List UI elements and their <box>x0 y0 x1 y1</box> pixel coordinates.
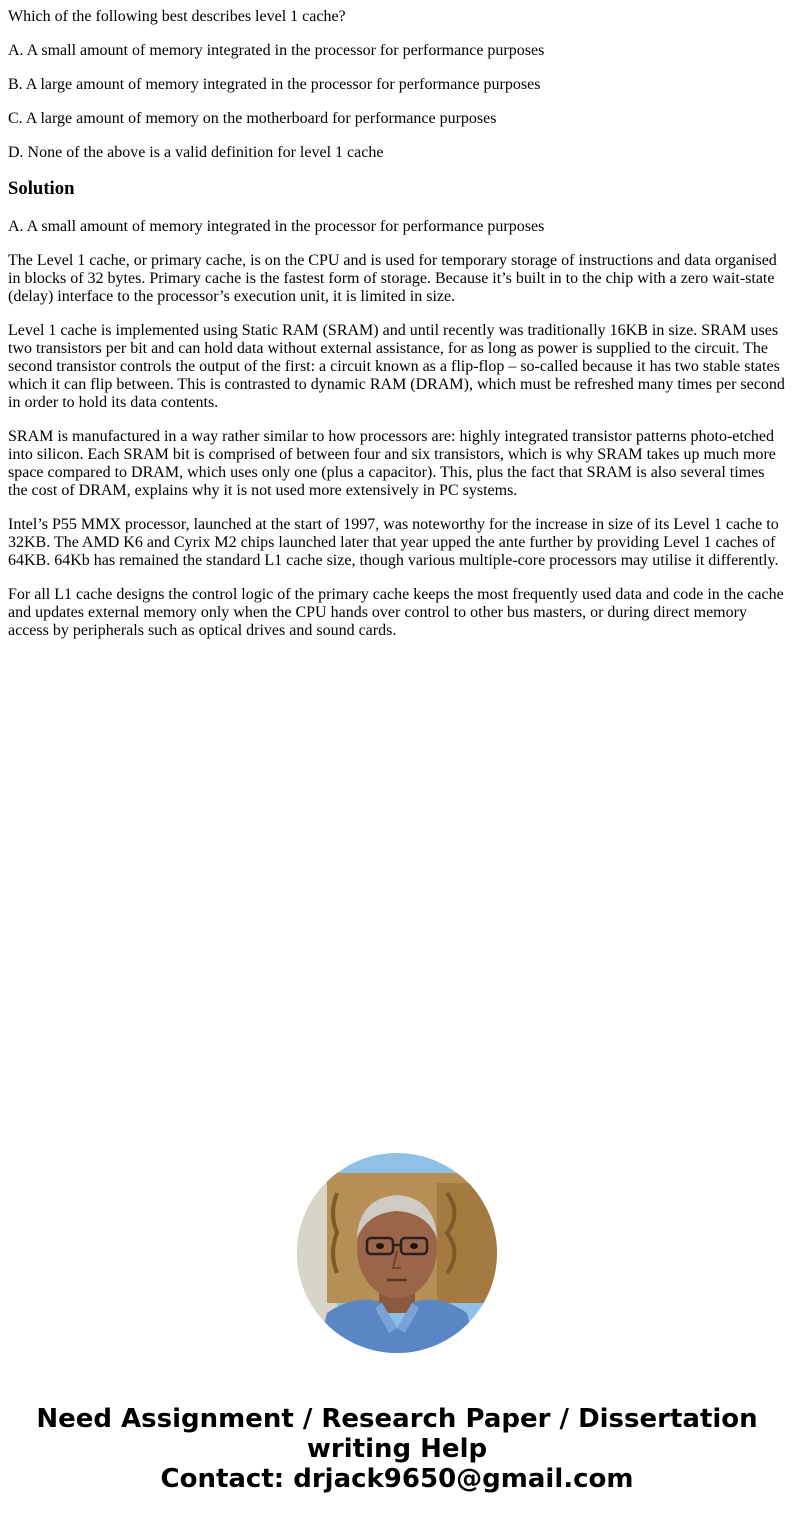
option-c: C. A large amount of memory on the motherboard for performance purposes <box>8 110 497 127</box>
promo-banner <box>0 1404 794 1494</box>
author-avatar <box>297 1153 497 1353</box>
question-text: Which of the following best describes level 1 cache? <box>8 8 346 25</box>
author-portrait-image <box>297 1153 497 1353</box>
solution-paragraph: For all L1 cache designs the control logic of the primary cache keeps the most frequently used data and code in the cache and updates external memory only when the CPU hands over control to other bus masters, or during direct memory access by peripherals such as optical drives and sound cards. <box>8 586 784 639</box>
solution-paragraph: The Level 1 cache, or primary cache, is on the CPU and is used for temporary storage of instructions and data organised in blocks of 32 bytes. Primary cache is the fastest form of storage. Because it’s built in to the chip with a zero wait-state (delay) interface to the processor’s execution unit, it is limited in size. <box>8 252 777 305</box>
promo-contact: Contact: drjack9650@gmail.com <box>160 1464 634 1494</box>
option-a: A. A small amount of memory integrated in the processor for performance purposes <box>8 42 545 59</box>
solution-paragraph: Intel’s P55 MMX processor, launched at the start of 1997, was noteworthy for the increase in size of its Level 1 cache to 32KB. The AMD K6 and Cyrix M2 chips launched later that year upped the ante further by providing Level 1 caches of 64KB. 64Kb has remained the standard L1 cache size, though various multiple-core processors may utilise it differently. <box>8 516 779 569</box>
promo-line-1: Need Assignment / Research Paper / Dissertation <box>36 1404 758 1434</box>
option-d: D. None of the above is a valid definition for level 1 cache <box>8 144 384 161</box>
solution-paragraph: SRAM is manufactured in a way rather similar to how processors are: highly integrated transistor patterns photo-etched into silicon. Each SRAM bit is comprised of between four and six transistors, which is why SRAM takes up much more space compared to DRAM, which uses only one (plus a capacitor). This, plus the fact that SRAM is also several times the cost of DRAM, explains why it is not used more extensively in PC systems. <box>8 428 776 499</box>
solution-heading: Solution <box>8 178 75 199</box>
document-body <box>8 8 786 656</box>
solution-answer: A. A small amount of memory integrated in the processor for performance purposes <box>8 218 545 235</box>
solution-paragraph: Level 1 cache is implemented using Static RAM (SRAM) and until recently was traditionally 16KB in size. SRAM uses two transistors per bit and can hold data without external assistance, for as long as power is supplied to the circuit. The second transistor controls the output of the first: a circuit known as a flip-flop – so-called because it has two stable states which it can flip between. This is contrasted to dynamic RAM (DRAM), which must be refreshed many times per second in order to hold its data contents. <box>8 322 785 411</box>
promo-line-2: writing Help <box>306 1434 488 1464</box>
option-b: B. A large amount of memory integrated in the processor for performance purposes <box>8 76 541 93</box>
